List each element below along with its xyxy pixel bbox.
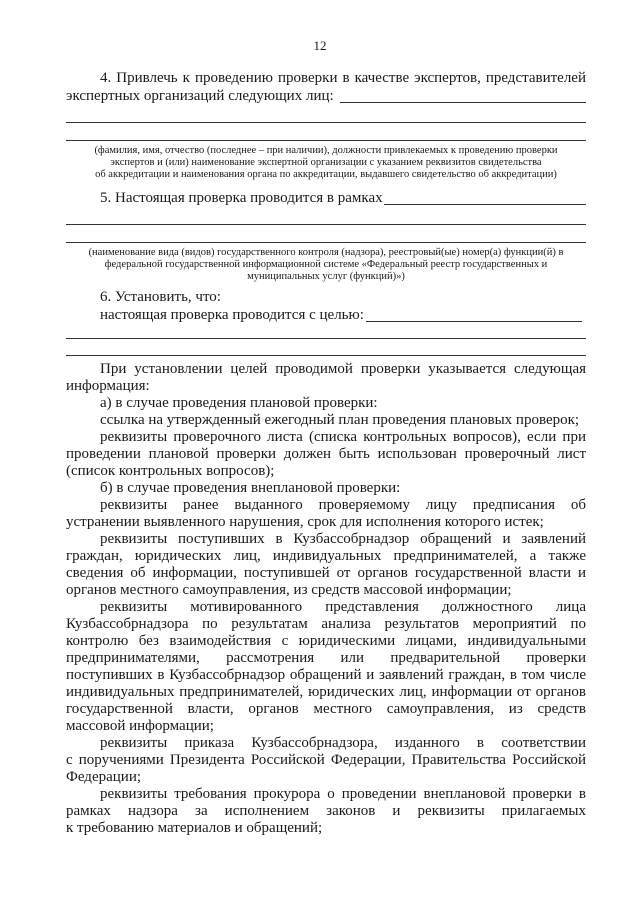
page-number: 12 — [313, 38, 327, 53]
body-line: (список контрольных вопросов); — [66, 463, 275, 479]
item4-line2: экспертных организаций следующих лиц: — [66, 88, 334, 104]
body-line: реквизиты поступивших в Кузбассобрнадзор обращений и заявлений — [100, 531, 586, 547]
body-line: ссылка на утвержденный ежегодный план проведения плановых проверок; — [100, 412, 580, 428]
item5-caption-line: федеральной государственной информационной системе «Федеральный реестр государственных и — [104, 259, 548, 270]
body-line: рамках надзора за исполнением законов и реквизиты прилагаемых — [66, 803, 586, 819]
body-line: реквизиты требования прокурора о проведении внеплановой проверки в — [100, 786, 586, 802]
item6-blank-line-1 — [66, 338, 586, 339]
body-line: контролю без взаимодействия с юридическими лицами, индивидуальными — [66, 633, 586, 649]
body-line: поступивших в Кузбассобрнадзор обращений и заявлений граждан, в том числе — [66, 667, 586, 683]
body-line: Кузбассобрнадзора по результатам анализа результатов мероприятий по — [66, 616, 586, 632]
body-line: индивидуальных предпринимателей, юридических лиц, информации от органов — [66, 684, 586, 700]
item5-blank-line-1 — [66, 224, 586, 225]
item4-caption-line: (фамилия, имя, отчество (последнее – при наличии), должности привлекаемых к проведению проверки — [94, 145, 558, 156]
item5-caption-line: муниципальных услуг (функций)») — [247, 271, 405, 282]
body-line: сведения об информации, поступившей от органов государственной власти и — [66, 565, 586, 581]
body-line: государственной власти, органов местного самоуправления, из средств — [66, 701, 586, 717]
body-line: реквизиты ранее выданного проверяемому лицу предписания об — [100, 497, 586, 513]
item4-blank-line-2 — [66, 140, 586, 141]
item6-line1: 6. Установить, что: — [100, 289, 221, 305]
body-line: предпринимателями, рассмотрения или предварительной проверки — [66, 650, 586, 666]
item5-blank-line-2 — [66, 242, 586, 243]
item5-line1: 5. Настоящая проверка проводится в рамках — [100, 190, 383, 206]
body-line: устранении выявленного нарушения, срок для исполнения которого истек; — [66, 514, 544, 530]
body-line: информация: — [66, 378, 150, 394]
body-line: граждан, юридических лиц, индивидуальных предпринимателей, а также — [66, 548, 586, 564]
body-line: реквизиты приказа Кузбассобрнадзора, изданного в соответствии — [100, 735, 586, 751]
item6-line2: настоящая проверка проводится с целью: — [100, 307, 364, 323]
item5-caption-line: (наименование вида (видов) государственного контроля (надзора), реестровый(ые) номер(а) функции(й) в — [88, 247, 564, 258]
body-line: Федерации; — [66, 769, 142, 785]
item4-line1: 4. Привлечь к проведению проверки в качестве экспертов, представителей — [100, 70, 586, 86]
item5-fill-line — [384, 204, 586, 205]
body-line: а) в случае проведения плановой проверки: — [100, 395, 378, 411]
item6-blank-line-2 — [66, 355, 586, 356]
body-line: б) в случае проведения внеплановой проверки: — [100, 480, 401, 496]
item5-caption — [66, 247, 586, 283]
item4-caption — [66, 145, 586, 181]
item4-blank-line-1 — [66, 122, 586, 123]
body-line: массовой информации; — [66, 718, 214, 734]
body-line: органов местного самоуправления, из средств массовой информации; — [66, 582, 512, 598]
item4-caption-line: экспертов и (или) наименование экспертной организации с указанием реквизитов свидетельства — [110, 157, 542, 168]
item4-caption-line: об аккредитации и наименования органа по аккредитации, выдавшего свидетельство об аккредитации) — [95, 169, 557, 180]
body-line: При установлении целей проводимой проверки указывается следующая — [100, 361, 586, 377]
body-line: с поручениями Президента Российской Федерации, Правительства Российской — [66, 752, 586, 768]
body-line: проведении плановой проверки должен быть использован проверочный лист — [66, 446, 586, 462]
body-line: реквизиты проверочного листа (списка контрольных вопросов), если при — [100, 429, 586, 445]
item6-fill-line — [366, 321, 582, 322]
body-line: к требованию материалов и обращений; — [66, 820, 323, 836]
body-line: реквизиты мотивированного представления должностного лица — [100, 599, 586, 615]
item4-fill-line — [340, 102, 586, 103]
